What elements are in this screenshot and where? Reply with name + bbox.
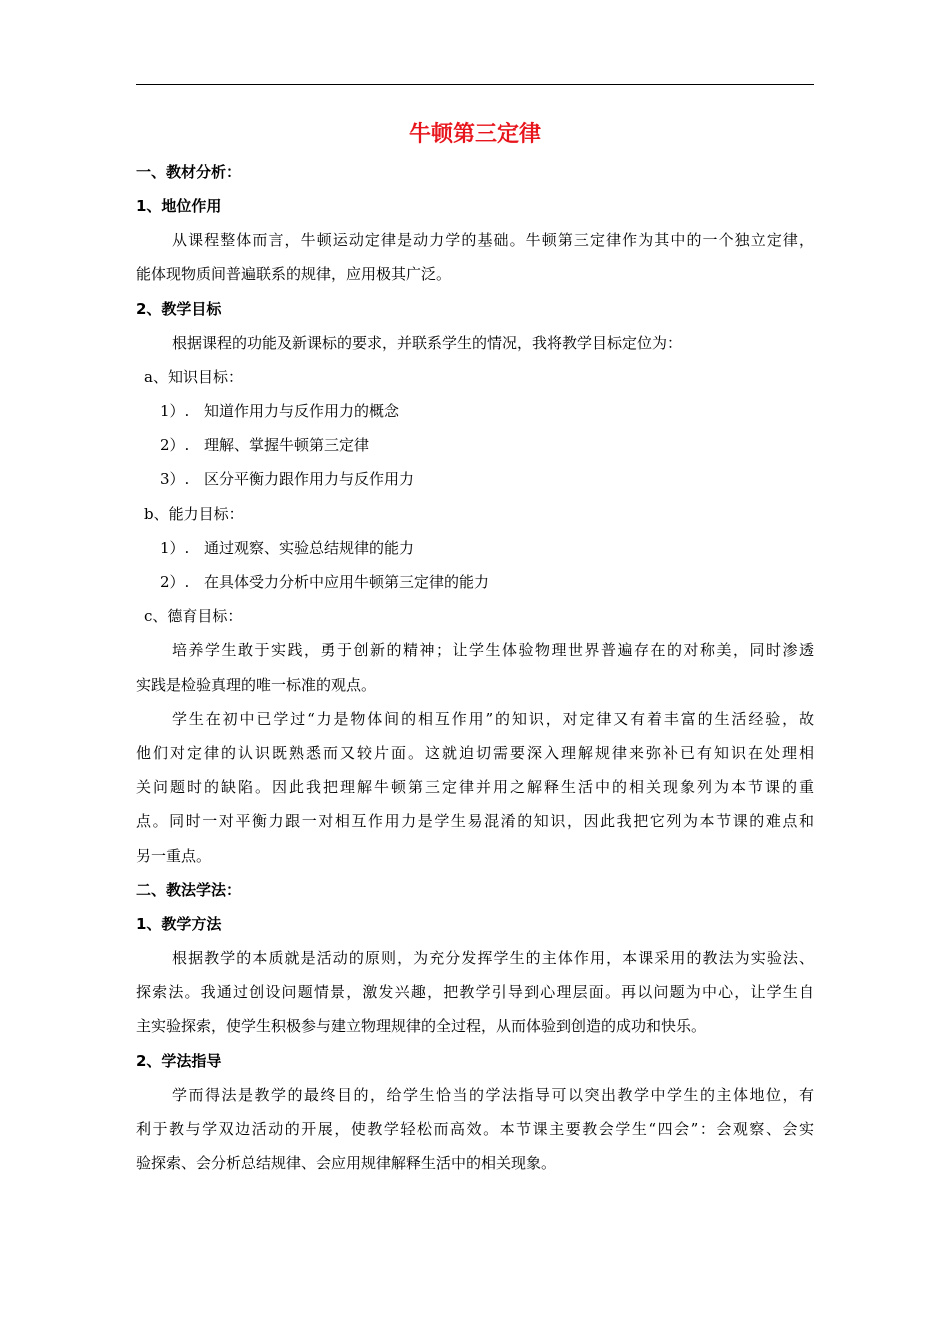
list-item (160, 531, 838, 565)
section-heading-2: 二、教法学法： (136, 881, 242, 899)
paragraph-line: 点。同时一对平衡力跟一对相互作用力是学生易混淆的知识，因此我把它列为本节课的难点和 (136, 812, 814, 830)
list-number: 3）. (160, 470, 190, 488)
subheading-teaching-method: 1、教学方法 (136, 915, 222, 933)
list-number: 1）. (160, 539, 190, 557)
paragraph-line: 从课程整体而言，牛顿运动定律是动力学的基础。牛顿第三定律作为其中的一个独立定律， (172, 231, 814, 249)
paragraph-line: 另一重点。 (136, 847, 212, 865)
list-item (160, 428, 838, 462)
list-text: 通过观察、实验总结规律的能力 (204, 539, 415, 557)
goal-category-moral: c、德育目标： (144, 607, 243, 625)
subheading-goals: 2、教学目标 (136, 300, 222, 318)
paragraph-line: 他们对定律的认识既熟悉而又较片面。这就迫切需要深入理解规律来弥补已有知识在处理相 (136, 744, 814, 762)
document-title: 牛顿第三定律 (408, 122, 541, 147)
paragraph-line: 培养学生敢于实践，勇于创新的精神；让学生体验物理世界普遍存在的对称美，同时渗透 (172, 641, 814, 659)
list-number: 2）. (160, 436, 190, 454)
subheading-position: 1、地位作用 (136, 197, 222, 215)
paragraph-line: 学而得法是教学的最终目的，给学生恰当的学法指导可以突出教学中学生的主体地位，有 (172, 1086, 814, 1104)
paragraph-line: 验探索、会分析总结规律、会应用规律解释生活中的相关现象。 (136, 1154, 557, 1172)
list-text: 理解、掌握牛顿第三定律 (204, 436, 370, 454)
paragraph-line: 根据教学的本质就是活动的原则，为充分发挥学生的主体作用，本课采用的教法为实验法、 (172, 949, 814, 967)
goal-category-ability: b、能力目标： (144, 505, 244, 523)
list-number: 2）. (160, 573, 190, 591)
header-rule (136, 84, 814, 85)
subheading-learning-guidance: 2、学法指导 (136, 1052, 222, 1070)
paragraph-line: 利于教与学双边活动的开展，使教学轻松而高效。本节课主要教会学生“四会”：会观察、会实 (136, 1120, 814, 1138)
paragraph-line: 学生在初中已学过“力是物体间的相互作用”的知识，对定律又有着丰富的生活经验，故 (172, 710, 814, 728)
paragraph-line: 能体现物质间普遍联系的规律，应用极其广泛。 (136, 265, 452, 283)
goal-category-knowledge: a、知识目标： (144, 368, 243, 386)
list-number: 1）. (160, 402, 190, 420)
paragraph-line: 主实验探索，使学生积极参与建立物理规律的全过程，从而体验到创造的成功和快乐。 (136, 1017, 707, 1035)
list-text: 知道作用力与反作用力的概念 (204, 402, 400, 420)
section-heading-1: 一、教材分析： (136, 163, 242, 181)
list-item (160, 462, 838, 496)
paragraph-line: 关问题时的缺陷。因此我把理解牛顿第三定律并用之解释生活中的相关现象列为本节课的重 (136, 778, 814, 796)
list-text: 区分平衡力跟作用力与反作用力 (204, 470, 415, 488)
list-item (160, 394, 838, 428)
paragraph-line: 实践是检验真理的唯一标准的观点。 (136, 676, 377, 694)
list-item (160, 565, 838, 599)
paragraph-line: 根据课程的功能及新课标的要求，并联系学生的情况，我将教学目标定位为： (172, 334, 683, 352)
paragraph-line: 探索法。我通过创设问题情景，激发兴趣，把教学引导到心理层面。再以问题为中心，让学生自 (136, 983, 814, 1001)
list-text: 在具体受力分析中应用牛顿第三定律的能力 (204, 573, 490, 591)
